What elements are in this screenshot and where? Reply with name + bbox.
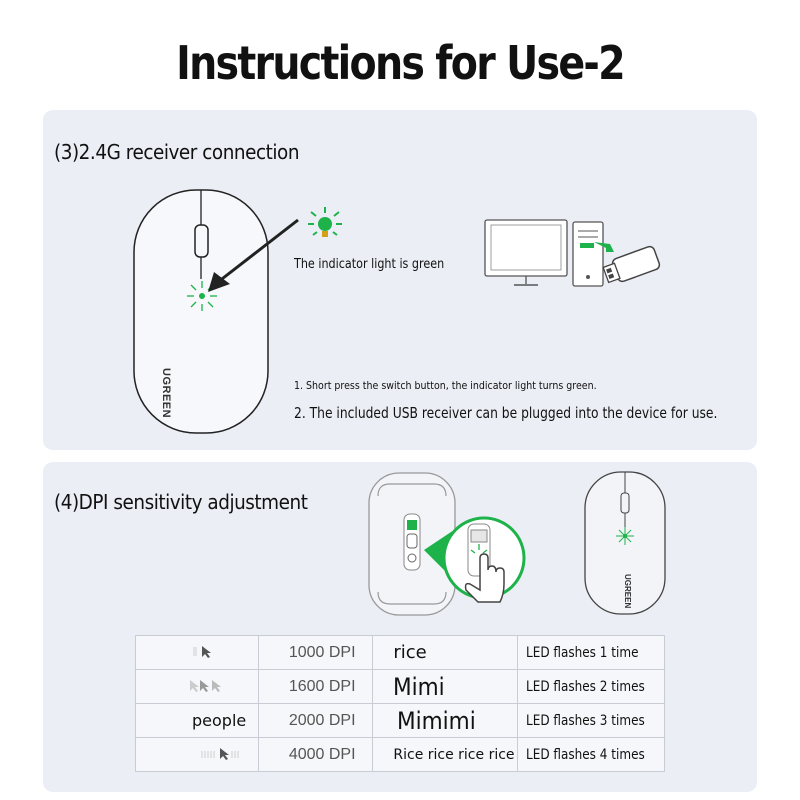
dpi-table [135,635,665,772]
cursor-speed-cell [136,670,259,704]
cursor-speed-cell [136,636,259,670]
speed-label: people [192,710,247,730]
dpi-value: 4000 DPI [258,738,373,772]
dpi-value: 2000 DPI [258,704,373,738]
mouse-brand-label: UGREEN [160,368,172,419]
cursor-speed-cell [136,738,259,772]
table-row [136,636,665,670]
page-title: Instructions for Use-2 [176,36,624,90]
cursor-speed-4-icon [200,747,244,761]
dpi-name: rice [393,642,427,663]
receiver-step-2: 2. The included USB receiver can be plugged into the device for use. [294,404,718,422]
cursor-speed-1-icon [192,645,216,659]
table-row [136,670,665,704]
dpi-section-heading: (4)DPI sensitivity adjustment [54,490,308,514]
small-mouse-brand-label: UGREEN [623,574,632,609]
led-flash-description: LED flashes 3 times [525,712,645,729]
dpi-name: Rice rice rice rice [393,746,515,763]
usb-receiver-icon [588,238,668,286]
dpi-value: 1000 DPI [258,636,373,670]
led-flash-description: LED flashes 2 times [525,678,645,695]
cursor-speed-cell [136,704,259,738]
receiver-section-heading: (3)2.4G receiver connection [54,140,300,164]
dpi-button-zoom [424,510,524,610]
dpi-value: 1600 DPI [258,670,373,704]
cursor-speed-2-icon [188,679,224,693]
led-flash-description: LED flashes 1 time [525,644,639,661]
dpi-name: Mimimi [397,706,477,735]
green-light-icon [306,205,344,243]
receiver-step-1: 1. Short press the switch button, the indicator light turns green. [294,379,597,392]
table-row [136,704,665,738]
indicator-note: The indicator light is green [294,257,445,272]
table-row [136,738,665,772]
dpi-name: Mimi [393,672,446,701]
led-flash-description: LED flashes 4 times [525,746,645,763]
